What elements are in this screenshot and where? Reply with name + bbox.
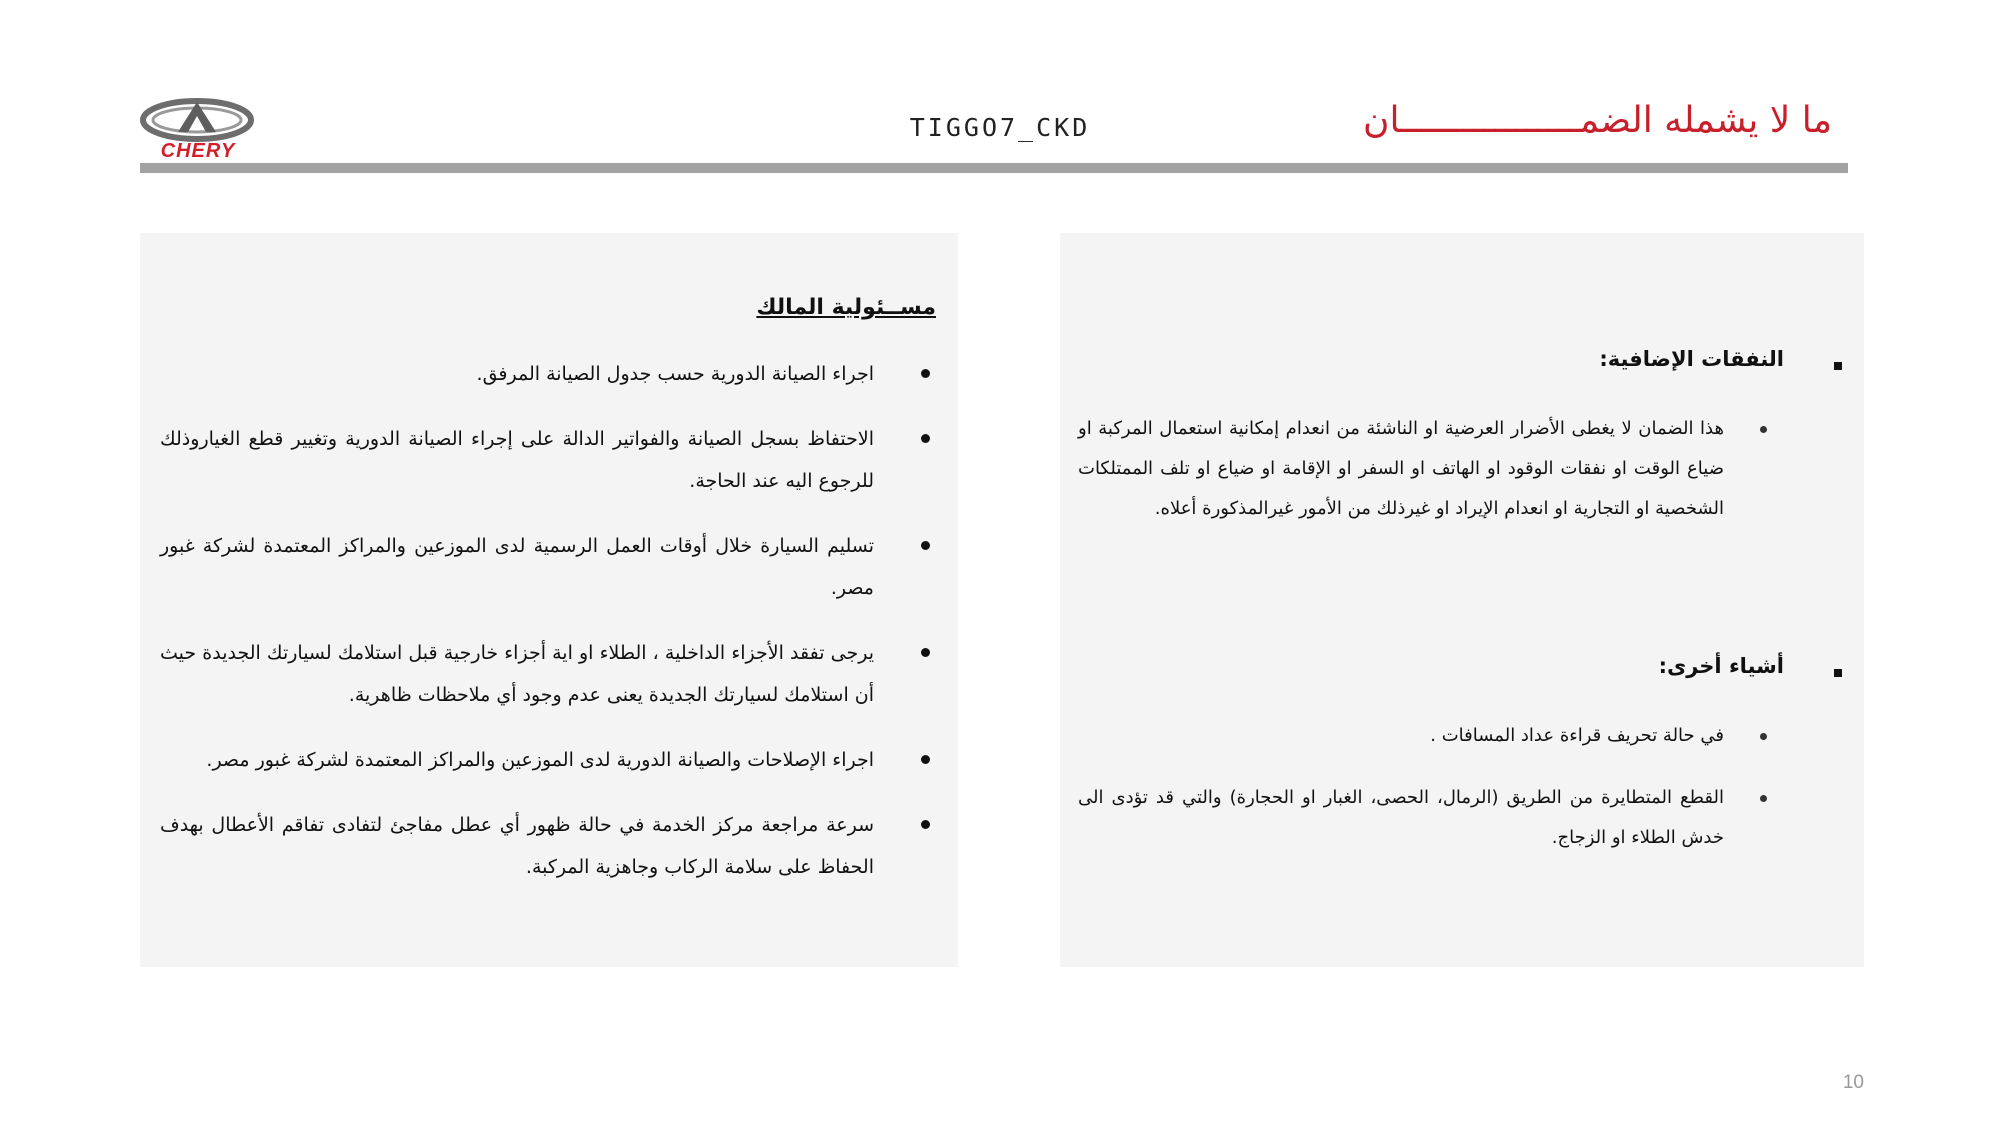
- list-item: القطع المتطايرة من الطريق (الرمال، الحصى، الغبار او الحجارة) والتي قد تؤدى الى خدش الطلاء او الزجاج.: [1078, 778, 1724, 858]
- list-item: هذا الضمان لا يغطى الأضرار العرضية او الناشئة من انعدام إمكانية استعمال المركبة او ضياع الوقت او نفقات الوقود او الهاتف او السفر او الإقامة او ضياع او تلف الممتلكات الشخصية او التجارية او انعدام الإيراد او غيرذلك من الأمور غيرالمذكورة أعلاه.: [1078, 409, 1724, 529]
- bullet-icon: [921, 755, 930, 764]
- other-things-list: [1078, 716, 1724, 880]
- logo-wordmark: CHERY: [160, 140, 236, 162]
- list-item: تسليم السيارة خلال أوقات العمل الرسمية لدى الموزعين والمراكز المعتمدة لشركة غبور مصر.: [160, 525, 934, 609]
- square-bullet-icon: [1834, 362, 1842, 370]
- extra-costs-heading: النفقات الإضافية:: [1599, 347, 1784, 371]
- list-item: يرجى تفقد الأجزاء الداخلية ، الطلاء او اية أجزاء خارجية قبل استلامك لسيارتك الجديدة حيث أن استلامك لسيارتك الجديدة يعنى عدم وجود أي ملاحظات ظاهرية.: [160, 632, 934, 716]
- list-item: سرعة مراجعة مركز الخدمة في حالة ظهور أي عطل مفاجئ لتفادى تفاقم الأعطال بهدف الحفاظ على سلامة الركاب وجاهزية المركبة.: [160, 804, 934, 888]
- owner-responsibility-panel: [140, 233, 958, 967]
- exclusions-panel: [1060, 233, 1864, 967]
- extra-costs-list: [1078, 409, 1724, 551]
- bullet-icon: [1760, 733, 1767, 740]
- bullet-icon: [1760, 795, 1767, 802]
- list-item: اجراء الإصلاحات والصيانة الدورية لدى الموزعين والمراكز المعتمدة لشركة غبور مصر.: [160, 739, 934, 781]
- bullet-icon: [921, 648, 930, 657]
- other-things-heading: أشياء أخرى:: [1658, 654, 1784, 678]
- bullet-icon: [921, 434, 930, 443]
- bullet-icon: [921, 369, 930, 378]
- owner-list: [160, 353, 934, 911]
- list-item: في حالة تحريف قراءة عداد المسافات .: [1078, 716, 1724, 756]
- list-item: اجراء الصيانة الدورية حسب جدول الصيانة المرفق.: [160, 353, 934, 395]
- page-number: 10: [1842, 1072, 1864, 1093]
- bullet-icon: [921, 820, 930, 829]
- list-item: الاحتفاظ بسجل الصيانة والفواتير الدالة على إجراء الصيانة الدورية وتغيير قطع الغياروذلك للرجوع اليه عند الحاجة.: [160, 418, 934, 502]
- header-divider: [140, 163, 1848, 173]
- owner-heading: مســئولية المالك: [756, 295, 936, 320]
- bullet-icon: [921, 541, 930, 550]
- page-title: ما لا يشمله الضمـــــــــــــــــان: [1363, 100, 1832, 141]
- square-bullet-icon: [1834, 669, 1842, 677]
- bullet-icon: [1760, 426, 1767, 433]
- model-label: TIGGO7_CKD: [909, 113, 1091, 142]
